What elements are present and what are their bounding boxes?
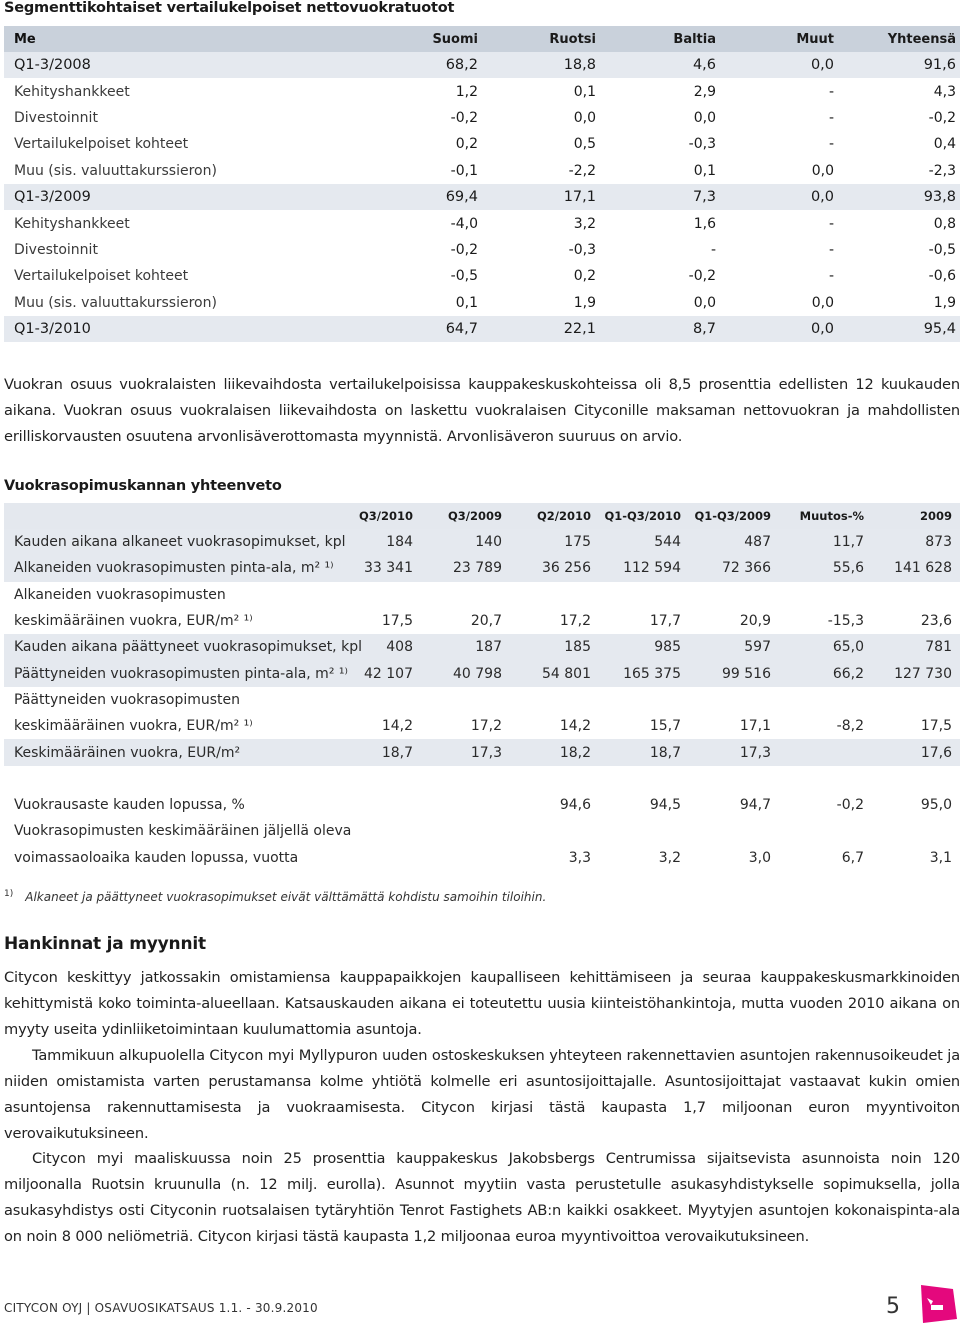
- table-cell: 17,5: [920, 718, 952, 735]
- table-cell: -4,0: [450, 215, 478, 232]
- table-cell: 36 256: [542, 560, 591, 577]
- table-cell: 69,4: [445, 189, 478, 206]
- table-cell: -0,5: [928, 241, 956, 258]
- paragraph-acquisitions-intro: Citycon keskittyy jatkossakin omistamiensa kauppapaikkojen kaupalliseen kehittämiseen ja seuraa kauppakeskusmarkkinoiden kehittymistä koko toiminta-alueellaan. Katsauskauden aikana ei toteutettu uusia kiinteistöhankintoja, mutta vuoden 2010 aikana on myyty useita ydinliiketoimintaan kuulumattomia asuntoja.: [4, 969, 960, 1038]
- table-row: [4, 105, 960, 131]
- table-cell: 0,0: [693, 109, 716, 126]
- table-cell: 187: [475, 639, 502, 656]
- table-cell: 3,3: [568, 849, 591, 866]
- table-cell: -0,3: [688, 136, 716, 153]
- table-cell: 873: [925, 534, 952, 551]
- section-title-segment-returns: Segmenttikohtaiset vertailukelpoiset nettovuokratuotot: [4, 0, 455, 16]
- table-cell: -: [828, 83, 834, 100]
- table-cell: 22,1: [563, 321, 596, 338]
- page-number: 5: [886, 1294, 900, 1319]
- table-cell: 0,0: [693, 294, 716, 311]
- table-cell: -0,2: [688, 268, 716, 285]
- table-cell: -0,3: [568, 241, 596, 258]
- table-cell: 0,2: [455, 136, 478, 153]
- table-header: [4, 503, 960, 529]
- table-cell: 3,0: [748, 849, 771, 866]
- row-label: Divestoinnit: [14, 109, 98, 126]
- table-row: [4, 818, 960, 844]
- table-cell: 18,2: [559, 744, 591, 761]
- row-label: Kehityshankkeet: [14, 215, 130, 232]
- header-cell: Me: [14, 31, 36, 47]
- table-cell: 184: [386, 534, 413, 551]
- paragraph-myllypuro: Tammikuun alkupuolella Citycon myi Myllypuron uuden ostoskeskuksen yhteyteen rakennettavien asuntojen rakennusoikeudet ja niiden omistamista varten perustamansa kolme yhtiötä kolmelle eri asuntosijoittajalle. Asuntosijoittajat vastaavat kukin omien asuntojensa rakennuttamisesta ja vuokraamisesta. Citycon kirjasi tästä kaupasta 1,7 miljoonan euron myyntivoiton verovaikutuksineen.: [4, 1047, 960, 1142]
- header-cell: Baltia: [673, 31, 716, 47]
- table-cell: -: [828, 268, 834, 285]
- table-cell: 17,1: [739, 718, 771, 735]
- table-cell: 0,5: [573, 136, 596, 153]
- table-row: [4, 713, 960, 739]
- table-cell: -0,5: [450, 268, 478, 285]
- table-cell: 23 789: [453, 560, 502, 577]
- row-label: keskimääräinen vuokra, EUR/m² ¹⁾: [14, 613, 253, 630]
- table-row: [4, 316, 960, 342]
- footnote-mark: 1): [4, 889, 14, 899]
- table-row: [4, 792, 960, 818]
- row-label: keskimääräinen vuokra, EUR/m² ¹⁾: [14, 718, 253, 735]
- table-cell: 18,8: [563, 57, 596, 74]
- table-cell: 487: [744, 534, 771, 551]
- table-cell: -2,2: [568, 162, 596, 179]
- table-cell: 68,2: [445, 57, 478, 74]
- table-row: [4, 78, 960, 104]
- header-cell: Q2/2010: [537, 509, 591, 523]
- table-cell: 17,5: [381, 613, 413, 630]
- table-cell: 0,0: [810, 189, 834, 206]
- table-cell: 3,1: [929, 849, 952, 866]
- table-cell: 17,2: [559, 613, 591, 630]
- table-cell: 17,3: [739, 744, 771, 761]
- table-cell: -: [710, 241, 716, 258]
- table-cell: 72 366: [722, 560, 771, 577]
- table-cell: 17,6: [920, 744, 952, 761]
- table-cell: 17,3: [470, 744, 502, 761]
- table-cell: 94,7: [739, 797, 771, 814]
- table-cell: -0,2: [450, 241, 478, 258]
- table-cell: 91,6: [923, 57, 956, 74]
- table-cell: -0,2: [836, 797, 864, 814]
- table-cell: 95,0: [920, 797, 952, 814]
- row-label: Alkaneiden vuokrasopimusten pinta-ala, m² ¹⁾: [14, 560, 334, 577]
- row-label: Päättyneiden vuokrasopimusten: [14, 691, 241, 708]
- table-cell: -: [828, 109, 834, 126]
- header-cell: Q3/2009: [448, 509, 502, 523]
- table-row: [4, 210, 960, 236]
- table-cell: 141 628: [894, 560, 952, 577]
- table-cell: 0,0: [810, 57, 834, 74]
- row-label: voimassaoloaika kauden lopussa, vuotta: [14, 849, 299, 866]
- row-label: Vuokrasopimusten keskimääräinen jäljellä oleva: [14, 823, 352, 840]
- row-label: Keskimääräinen vuokra, EUR/m²: [14, 744, 241, 761]
- table-cell: 127 730: [894, 665, 952, 682]
- table-cell: 42 107: [364, 665, 413, 682]
- row-label: Kehityshankkeet: [14, 83, 130, 100]
- header-cell: Suomi: [432, 31, 478, 47]
- table-row: [4, 131, 960, 157]
- table-row: [4, 660, 960, 686]
- table-header: [4, 26, 960, 52]
- header-cell: Q1-Q3/2009: [694, 509, 771, 523]
- table-cell: 165 375: [623, 665, 681, 682]
- table-cell: 99 516: [722, 665, 771, 682]
- table-row: [4, 845, 960, 871]
- table-cell: 55,6: [832, 560, 864, 577]
- table-cell: 17,1: [563, 189, 596, 206]
- table-cell: 94,6: [559, 797, 591, 814]
- table-cell: -: [828, 241, 834, 258]
- table-cell: 597: [744, 639, 771, 656]
- header-cell: Ruotsi: [549, 31, 596, 47]
- header-cell: Q3/2010: [359, 509, 413, 523]
- table-cell: 185: [564, 639, 591, 656]
- table-cell: 175: [564, 534, 591, 551]
- table-cell: 14,2: [559, 718, 591, 735]
- table-cell: 18,7: [381, 744, 413, 761]
- table-cell: 94,5: [649, 797, 681, 814]
- table-cell: 0,8: [933, 215, 956, 232]
- row-label: Vertailukelpoiset kohteet: [14, 136, 189, 153]
- table-row: [4, 52, 960, 78]
- header-cell: Muut: [796, 31, 834, 47]
- table-cell: -: [828, 215, 834, 232]
- table-cell: -0,1: [450, 162, 478, 179]
- table-cell: -2,3: [928, 162, 956, 179]
- table-body: [4, 52, 960, 342]
- table-cell: 781: [925, 639, 952, 656]
- table-cell: 66,2: [832, 665, 864, 682]
- table-row: [4, 634, 960, 660]
- table-cell: 0,4: [933, 136, 956, 153]
- table-row: [4, 687, 960, 713]
- footnote: [4, 889, 546, 904]
- table-cell: 0,0: [810, 321, 834, 338]
- header-cell: Yhteensä: [887, 31, 956, 47]
- table-cell: 18,7: [649, 744, 681, 761]
- table-row: [4, 608, 960, 634]
- row-label: Q1-3/2008: [14, 57, 91, 74]
- table-cell: 54 801: [542, 665, 591, 682]
- table-row: [4, 290, 960, 316]
- paragraph-rent-share: Vuokran osuus vuokralaisten liikevaihdosta vertailukelpoisissa kauppakeskuskohteissa oli 8,5 prosenttia edellisten 12 kuukauden aikana. Vuokran osuus vuokralaisen liikevaihdosta on laskettu vuokralaisen Cityconille maksaman nettovuokran ja mahdollisten erilliskorvausten osuutena arvonlisäverottomasta myynnistä. Arvonlisäveron suuruus on arvio.: [4, 376, 960, 445]
- row-label: Vuokrausaste kauden lopussa, %: [14, 797, 245, 814]
- segment-returns-table: [4, 26, 960, 342]
- table-cell: -0,2: [450, 109, 478, 126]
- table-cell: 95,4: [923, 321, 956, 338]
- table-cell: 20,7: [470, 613, 502, 630]
- table-cell: 4,6: [692, 57, 716, 74]
- table-cell: -0,2: [928, 109, 956, 126]
- row-label: Vertailukelpoiset kohteet: [14, 268, 189, 285]
- table-cell: 3,2: [658, 849, 681, 866]
- table-cell: 11,7: [832, 534, 864, 551]
- paragraph-jakobsberg: Citycon myi maaliskuussa noin 25 prosenttia kauppakeskus Jakobsbergs Centrumissa sijaitsevista asunnoista noin 120 miljoonalla Ruotsin kruunulla (n. 12 milj. eurolla). Asunnot myytiin vasta perustetulle asukasyhdistykselle sopimuksella, jolla asukasyhdistys osti Cityconin ruotsalaisen tytäryhtiön Tenrot Fastighets AB:n kaikki osakkeet. Myytyjen asuntojen kokonaispinta-ala on noin 8 000 neliömetriä. Citycon kirjasi tästä kaupasta 1,2 miljoonaa euroa myyntivoittoa verovaikutuksineen.: [4, 1150, 960, 1245]
- row-label: Kauden aikana alkaneet vuokrasopimukset, kpl: [14, 534, 346, 551]
- table-cell: 1,6: [693, 215, 716, 232]
- table-cell: 0,0: [811, 294, 834, 311]
- table-row: [4, 529, 960, 555]
- table-cell: 408: [386, 639, 413, 656]
- table-cell: 0,1: [455, 294, 478, 311]
- table-body: [4, 529, 960, 871]
- table-cell: 40 798: [453, 665, 502, 682]
- table-cell: 17,2: [470, 718, 502, 735]
- table-cell: 1,2: [455, 83, 478, 100]
- table-row: [4, 739, 960, 765]
- row-label: Muu (sis. valuuttakurssieron): [14, 162, 217, 179]
- table-row: [4, 582, 960, 608]
- table-cell: 0,1: [693, 162, 716, 179]
- row-label: Muu (sis. valuuttakurssieron): [14, 294, 217, 311]
- table-cell: 0,0: [573, 109, 596, 126]
- section-title-lease-summary: Vuokrasopimuskannan yhteenveto: [4, 478, 282, 494]
- table-row: [4, 184, 960, 210]
- table-cell: 140: [475, 534, 502, 551]
- table-cell: 17,7: [649, 613, 681, 630]
- table-cell: 33 341: [364, 560, 413, 577]
- row-label: Päättyneiden vuokrasopimusten pinta-ala, m² ¹⁾: [14, 665, 348, 682]
- header-cell: 2009: [919, 509, 952, 523]
- row-label: Q1-3/2010: [14, 321, 91, 338]
- page-footer: CITYCON OYJ | OSAVUOSIKATSAUS 1.1. - 30.9.2010: [4, 1301, 318, 1315]
- table-cell: 93,8: [923, 189, 956, 206]
- table-cell: 544: [654, 534, 681, 551]
- table-cell: 4,3: [933, 83, 956, 100]
- table-cell: 2,9: [693, 83, 716, 100]
- table-cell: -: [828, 136, 834, 153]
- table-row: [4, 555, 960, 581]
- row-label: Kauden aikana päättyneet vuokrasopimukset, kpl: [14, 639, 362, 656]
- table-cell: -15,3: [827, 613, 864, 630]
- header-cell: Muutos-%: [799, 509, 864, 523]
- table-cell: -8,2: [836, 718, 864, 735]
- table-row: [4, 766, 960, 792]
- table-cell: 14,2: [381, 718, 413, 735]
- citycon-logo-icon: [917, 1283, 959, 1325]
- table-cell: 64,7: [445, 321, 478, 338]
- section-title-acquisitions: Hankinnat ja myynnit: [4, 934, 206, 954]
- table-cell: 6,7: [841, 849, 864, 866]
- lease-summary-table: [4, 503, 960, 871]
- footnote-text: Alkaneet ja päättyneet vuokrasopimukset eivät välttämättä kohdistu samoihin tiloihin.: [25, 890, 547, 904]
- table-cell: 23,6: [920, 613, 952, 630]
- table-cell: -0,6: [928, 268, 956, 285]
- table-cell: 985: [654, 639, 681, 656]
- header-cell: Q1-Q3/2010: [604, 509, 681, 523]
- table-row: [4, 237, 960, 263]
- table-cell: 1,9: [573, 294, 596, 311]
- table-row: [4, 263, 960, 289]
- table-row: [4, 158, 960, 184]
- table-cell: 112 594: [623, 560, 681, 577]
- table-cell: 3,2: [573, 215, 596, 232]
- table-cell: 0,2: [573, 268, 596, 285]
- table-cell: 7,3: [692, 189, 716, 206]
- table-cell: 0,1: [573, 83, 596, 100]
- row-label: Alkaneiden vuokrasopimusten: [14, 586, 226, 603]
- table-cell: 20,9: [739, 613, 771, 630]
- table-cell: 65,0: [832, 639, 864, 656]
- table-cell: 1,9: [933, 294, 956, 311]
- row-label: Divestoinnit: [14, 241, 98, 258]
- table-cell: 0,0: [811, 162, 834, 179]
- table-cell: 8,7: [692, 321, 716, 338]
- table-cell: 15,7: [649, 718, 681, 735]
- row-label: Q1-3/2009: [14, 189, 91, 206]
